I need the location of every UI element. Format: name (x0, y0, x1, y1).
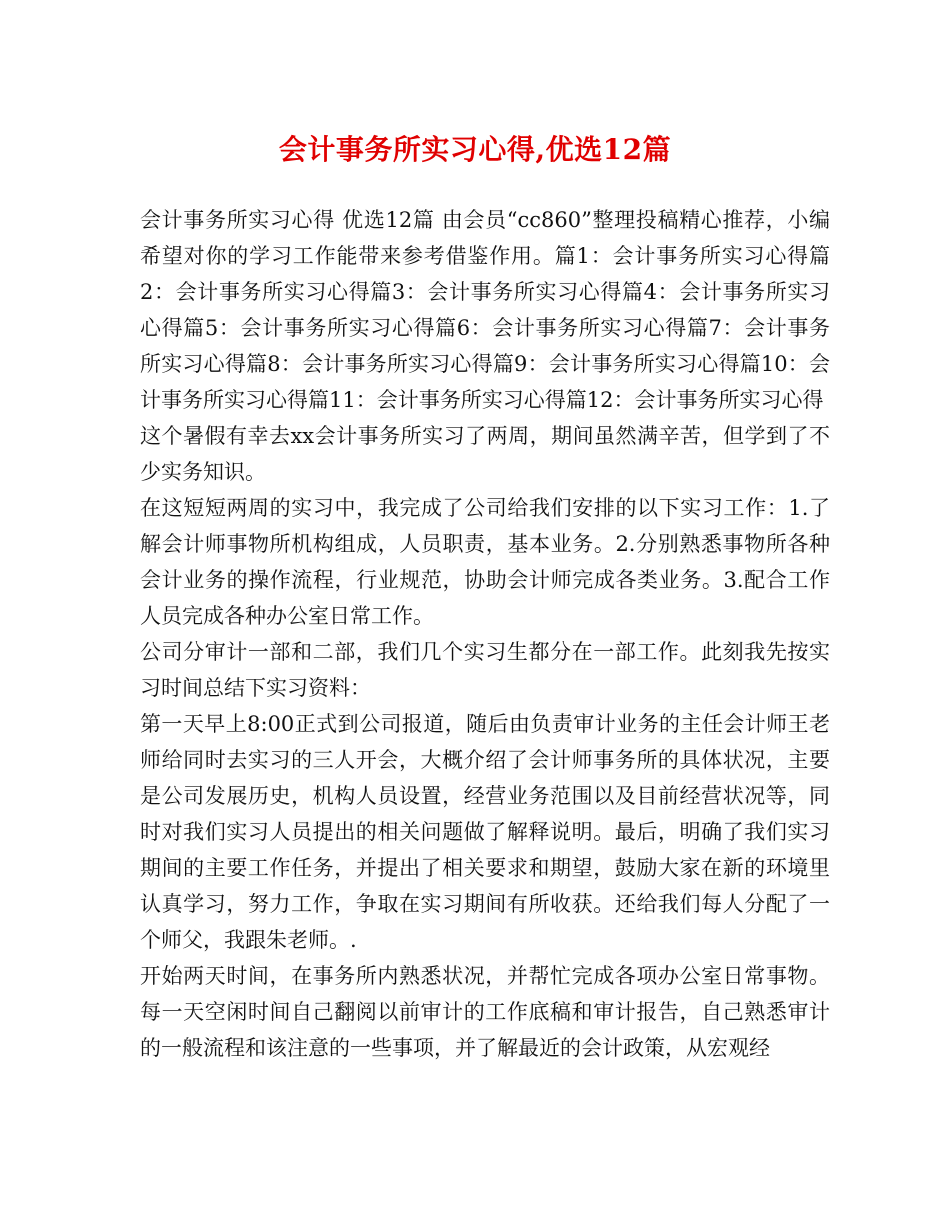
paragraph-tasks: 在这短短两周的实习中，我完成了公司给我们安排的以下实习工作：1.了解会计师事物所机构组成，人员职责，基本业务。2.分别熟悉事物所各种会计业务的操作流程，行业规范，协助会计师完成各类业务。3.配合工作人员完成各种办公室日常工作。 (140, 496, 830, 628)
paragraph-first-days-work: 开始两天时间，在事务所内熟悉状况，并帮忙完成各项办公室日常事物。每一天空闲时间自己翻阅以前审计的工作底稿和审计报告，自己熟悉审计的一般流程和该注意的一些事项，并了解最近的会计政策，从宏观经 (140, 964, 830, 1060)
paragraph-departments: 公司分审计一部和二部，我们几个实习生都分在一部工作。此刻我先按实习时间总结下实习资料： (140, 640, 830, 700)
document-body (140, 202, 830, 1066)
document-title: 会计事务所实习心得,优选12篇 (278, 133, 672, 166)
paragraph-intro: 会计事务所实习心得 优选12篇 由会员“cc860”整理投稿精心推荐，小编希望对你的学习工作能带来参考借鉴作用。篇1：会计事务所实习心得篇2：会计事务所实习心得篇3：会计事务所实习心得篇4：会计事务所实习心得篇5：会计事务所实习心得篇6：会计事务所实习心得篇7：会计事务所实习心得篇8：会计事务所实习心得篇9：会计事务所实习心得篇10：会计事务所实习心得篇11：会计事务所实习心得篇12：会计事务所实习心得 (140, 208, 830, 412)
paragraph-first-day: 第一天早上8:00正式到公司报道，随后由负责审计业务的主任会计师王老师给同时去实习的三人开会，大概介绍了会计师事务所的具体状况，主要是公司发展历史，机构人员设置，经营业务范围以及目前经营状况等，同时对我们实习人员提出的相关问题做了解释说明。最后，明确了我们实习期间的主要工作任务，并提出了相关要求和期望，鼓励大家在新的环境里认真学习，努力工作，争取在实习期间有所收获。还给我们每人分配了一个师父，我跟朱老师。. (140, 712, 830, 952)
paragraph-summer: 这个暑假有幸去xx会计事务所实习了两周，期间虽然满辛苦，但学到了不少实务知识。 (140, 424, 830, 484)
